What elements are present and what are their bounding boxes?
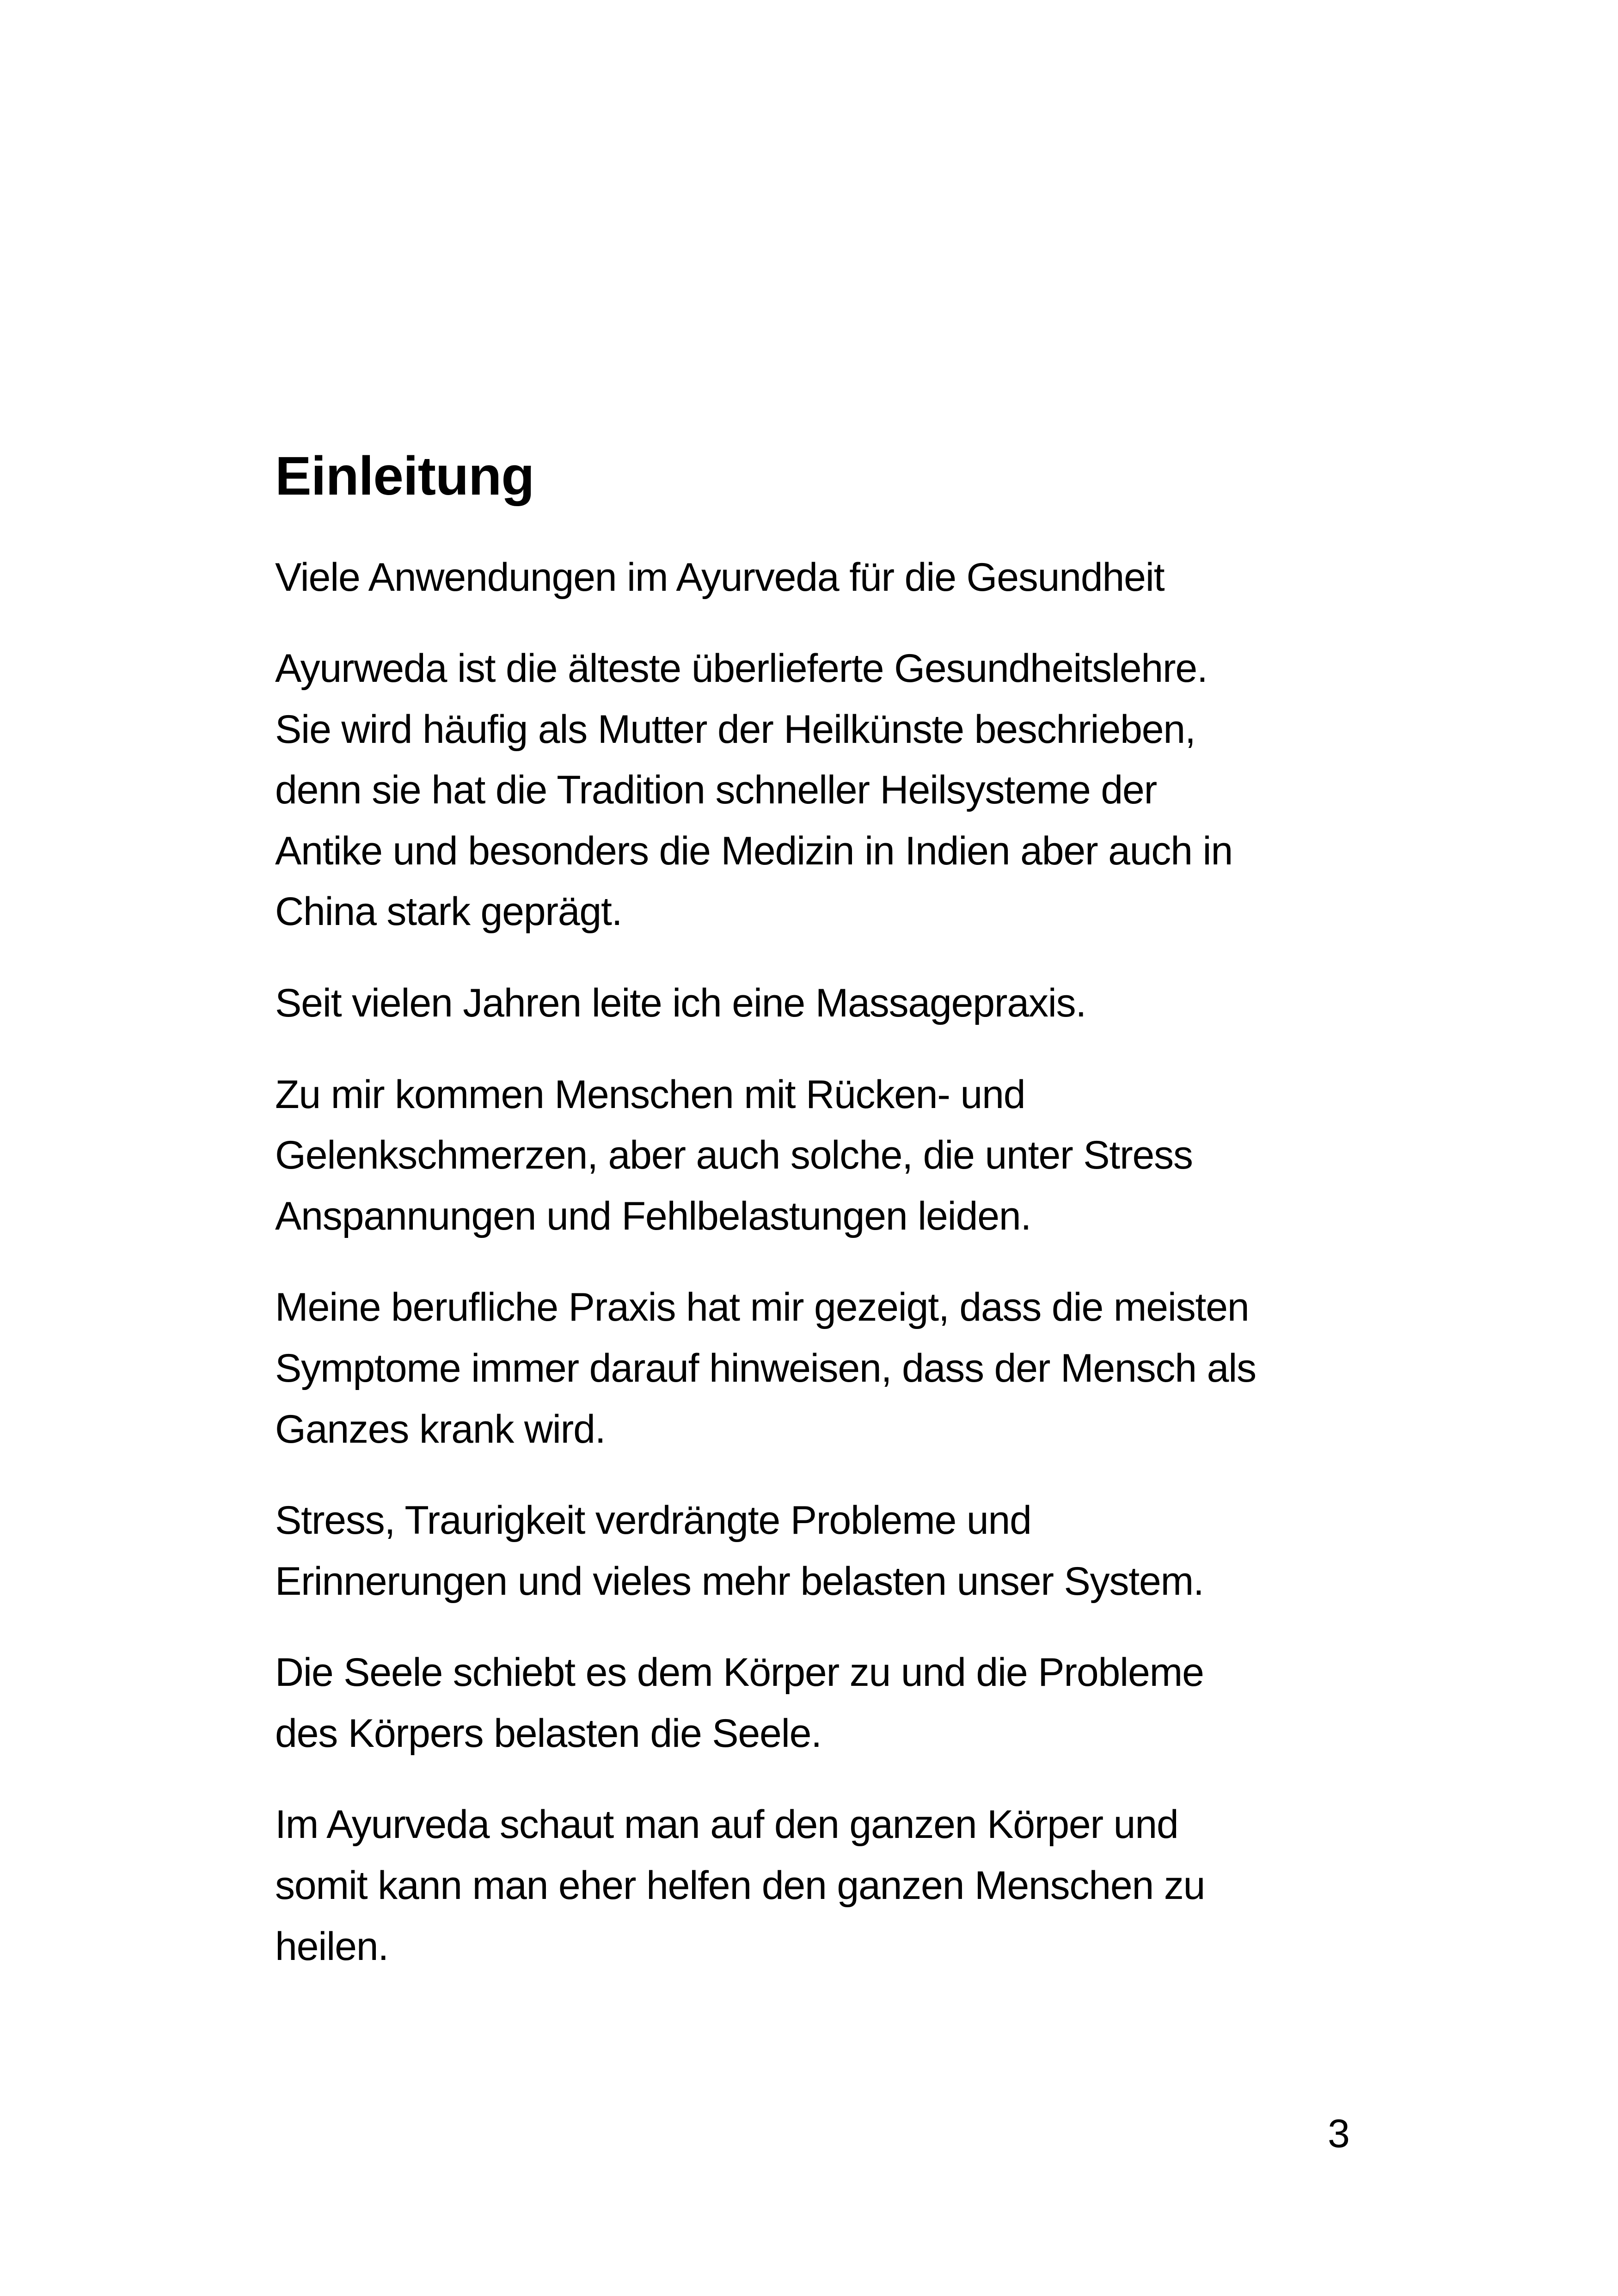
paragraph-line: Antike und besonders die Medizin in Indien aber auch in	[275, 828, 1233, 873]
paragraph-line: somit kann man eher helfen den ganzen Menschen zu	[275, 1863, 1205, 1908]
paragraph-line: Die Seele schiebt es dem Körper zu und die Probleme	[275, 1650, 1204, 1695]
paragraph-line: Ganzes krank wird.	[275, 1407, 606, 1451]
paragraph-line: China stark geprägt.	[275, 889, 622, 934]
paragraph-line: Ayurweda ist die älteste überlieferte Gesundheitslehre.	[275, 646, 1207, 691]
paragraph-line: denn sie hat die Tradition schneller Heilsysteme der	[275, 768, 1157, 813]
paragraph-line: Symptome immer darauf hinweisen, dass der Mensch als	[275, 1346, 1256, 1390]
page-content	[275, 444, 1357, 2008]
paragraph	[275, 1490, 1357, 1612]
paragraph	[275, 547, 1357, 608]
paragraph-line: Seit vielen Jahren leite ich eine Massagepraxis.	[275, 981, 1086, 1026]
paragraph-line: Viele Anwendungen im Ayurveda für die Gesundheit	[275, 555, 1164, 600]
paragraph-line: Sie wird häufig als Mutter der Heilkünste beschrieben,	[275, 707, 1195, 752]
paragraph	[275, 1794, 1357, 1977]
paragraph	[275, 1642, 1357, 1764]
paragraph-line: Erinnerungen und vieles mehr belasten unser System.	[275, 1559, 1204, 1604]
page-number: 3	[1328, 2112, 1350, 2156]
paragraph-line: Anspannungen und Fehlbelastungen leiden.	[275, 1194, 1031, 1238]
paragraph-line: Gelenkschmerzen, aber auch solche, die unter Stress	[275, 1133, 1193, 1178]
paragraph	[275, 638, 1357, 943]
paragraph	[275, 973, 1357, 1034]
paragraph	[275, 1277, 1357, 1460]
paragraph-line: des Körpers belasten die Seele.	[275, 1711, 821, 1756]
chapter-title: Einleitung	[275, 446, 534, 507]
paragraph	[275, 1065, 1357, 1247]
paragraph-line: heilen.	[275, 1924, 389, 1969]
paragraph-line: Zu mir kommen Menschen mit Rücken- und	[275, 1072, 1025, 1117]
paragraph-line: Meine berufliche Praxis hat mir gezeigt, dass die meisten	[275, 1285, 1249, 1330]
paragraph-line: Im Ayurveda schaut man auf den ganzen Körper und	[275, 1802, 1178, 1847]
paragraph-line: Stress, Traurigkeit verdrängte Probleme und	[275, 1498, 1031, 1543]
